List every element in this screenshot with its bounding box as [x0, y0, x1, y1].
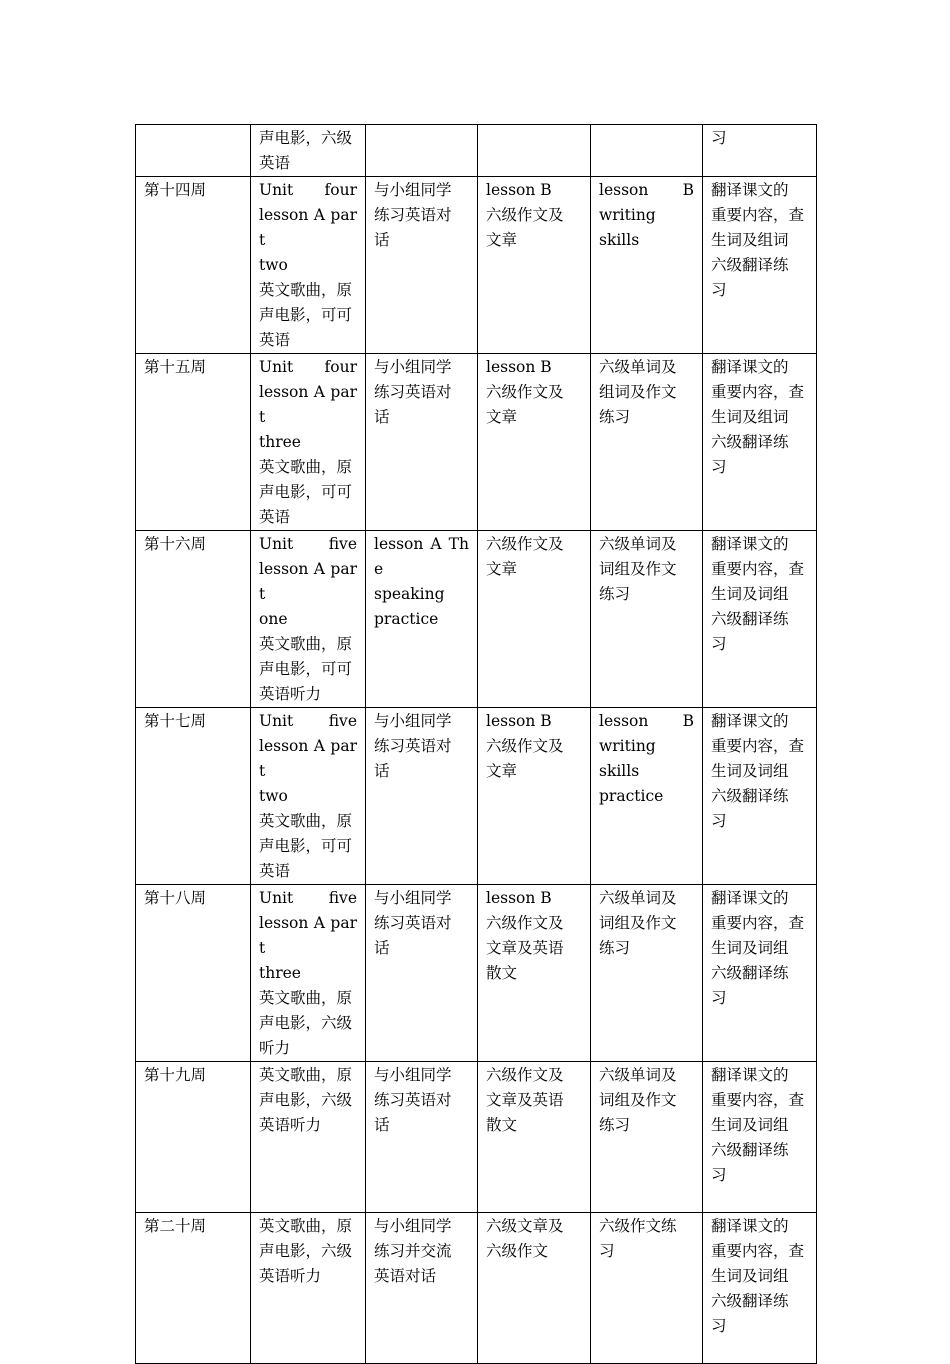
cell-line: 话	[374, 939, 390, 957]
lesson-cell	[478, 531, 591, 708]
cell-line	[259, 532, 357, 557]
activity-cell	[366, 1062, 478, 1213]
week-cell	[136, 708, 251, 885]
cell-line: 翻译课文的	[711, 358, 789, 376]
cell-line: 练习	[599, 939, 631, 957]
cell-line: 声电影，六级	[259, 1091, 353, 1109]
cell-line: 六级翻译练	[711, 433, 789, 451]
practice-cell	[591, 531, 703, 708]
cell-line: 英语对话	[374, 1267, 437, 1285]
cell-line: 练习并交流	[374, 1242, 452, 1260]
cell-line: 习	[711, 1166, 727, 1184]
cell-line: 六级作文及	[486, 1066, 564, 1084]
cell-word: five	[328, 535, 357, 553]
cell-line: lesson B	[486, 712, 552, 730]
table-row	[136, 177, 817, 354]
cell-line: three	[259, 433, 301, 451]
cell-line: 声电影，六级	[259, 1014, 353, 1032]
cell-word: B	[682, 712, 694, 730]
cell-line: 英语	[259, 862, 291, 880]
lesson-cell	[478, 177, 591, 354]
cell-line: 文章	[486, 408, 518, 426]
cell-line	[259, 178, 357, 203]
cell-line: 英文歌曲，原	[259, 812, 353, 830]
cell-line: 与小组同学	[374, 1066, 452, 1084]
cell-line: 六级作文及	[486, 737, 564, 755]
cell-line: lesson A part	[259, 560, 357, 603]
cell-word: lesson	[599, 181, 649, 199]
homework-cell	[703, 531, 817, 708]
cell-line: 重要内容，查	[711, 206, 805, 224]
week-label: 第十八周	[144, 889, 207, 907]
table-row	[136, 708, 817, 885]
cell-line: 重要内容，查	[711, 737, 805, 755]
lesson-cell	[478, 125, 591, 177]
content-cell	[251, 531, 366, 708]
cell-line: 词组及作文	[599, 914, 677, 932]
cell-line: 翻译课文的	[711, 889, 789, 907]
lesson-cell	[478, 354, 591, 531]
cell-line: 六级单词及	[599, 889, 677, 907]
cell-word: Unit	[259, 535, 294, 553]
cell-line: 文章	[486, 231, 518, 249]
cell-line: 话	[374, 1116, 390, 1134]
homework-cell	[703, 1062, 817, 1213]
activity-cell	[366, 885, 478, 1062]
cell-line: 生词及词组	[711, 585, 789, 603]
cell-line: 英文歌曲，原	[259, 635, 353, 653]
cell-line: 英语听力	[259, 1267, 322, 1285]
cell-line	[259, 355, 357, 380]
table-row	[136, 885, 817, 1062]
cell-line: practice	[374, 610, 439, 628]
cell-line: 话	[374, 762, 390, 780]
activity-cell	[366, 125, 478, 177]
week-cell	[136, 885, 251, 1062]
cell-line: 声电影，六级	[259, 129, 353, 147]
cell-line: 文章	[486, 762, 518, 780]
cell-line: 声电影，可可	[259, 837, 353, 855]
cell-word: four	[324, 358, 357, 376]
cell-line: lesson A The	[374, 535, 469, 578]
homework-cell	[703, 177, 817, 354]
cell-line: lesson B	[486, 889, 552, 907]
cell-line: 翻译课文的	[711, 181, 789, 199]
cell-line: writing	[599, 206, 656, 224]
cell-line: 习	[599, 1242, 615, 1260]
content-cell	[251, 1213, 366, 1364]
cell-line: 翻译课文的	[711, 535, 789, 553]
cell-line: 翻译课文的	[711, 1217, 789, 1235]
cell-line: 文章及英语	[486, 1091, 564, 1109]
week-label: 第十九周	[144, 1066, 207, 1084]
week-label: 第十五周	[144, 358, 207, 376]
cell-line: lesson A part	[259, 206, 357, 249]
content-cell	[251, 885, 366, 1062]
cell-line: two	[259, 787, 288, 805]
content-cell	[251, 354, 366, 531]
homework-cell	[703, 885, 817, 1062]
cell-line: 六级文章及	[486, 1217, 564, 1235]
content-cell	[251, 177, 366, 354]
cell-line: 与小组同学	[374, 889, 452, 907]
cell-line: 英语听力	[259, 685, 322, 703]
cell-line: 英文歌曲，原	[259, 458, 353, 476]
cell-line: 生词及词组	[711, 1267, 789, 1285]
cell-line: 六级作文及	[486, 535, 564, 553]
cell-line: three	[259, 964, 301, 982]
week-label: 第十六周	[144, 535, 207, 553]
cell-line: 生词及词组	[711, 1116, 789, 1134]
cell-line: 六级翻译练	[711, 964, 789, 982]
cell-line: 声电影，六级	[259, 1242, 353, 1260]
lesson-cell	[478, 1213, 591, 1364]
lesson-cell	[478, 708, 591, 885]
table-row	[136, 1213, 817, 1364]
cell-line: 英文歌曲，原	[259, 1066, 353, 1084]
homework-cell	[703, 708, 817, 885]
cell-line: 话	[374, 408, 390, 426]
homework-cell	[703, 354, 817, 531]
cell-line: 重要内容，查	[711, 1242, 805, 1260]
cell-line: skills	[599, 762, 640, 780]
cell-line: 练习	[599, 585, 631, 603]
cell-line: 练习英语对	[374, 383, 452, 401]
week-cell	[136, 125, 251, 177]
cell-line: 英语	[259, 331, 291, 349]
cell-line: 与小组同学	[374, 712, 452, 730]
cell-line: 重要内容，查	[711, 1091, 805, 1109]
cell-line: 生词及词组	[711, 762, 789, 780]
cell-line	[599, 178, 694, 203]
cell-line: 文章及英语	[486, 939, 564, 957]
cell-word: B	[682, 181, 694, 199]
cell-line: 英文歌曲，原	[259, 281, 353, 299]
cell-line: 练习	[599, 408, 631, 426]
cell-line: lesson A part	[259, 737, 357, 780]
cell-line: 六级单词及	[599, 1066, 677, 1084]
practice-cell	[591, 885, 703, 1062]
cell-line: 组词及作文	[599, 383, 677, 401]
cell-line: lesson A part	[259, 914, 357, 957]
cell-line: 英文歌曲，原	[259, 1217, 353, 1235]
cell-line: 六级翻译练	[711, 610, 789, 628]
schedule-body	[136, 125, 817, 1364]
cell-line	[259, 886, 357, 911]
cell-line: 习	[711, 1317, 727, 1335]
cell-line: 六级作文	[486, 1242, 549, 1260]
cell-word: lesson	[599, 712, 649, 730]
lesson-cell	[478, 885, 591, 1062]
cell-line: 生词及组词	[711, 231, 789, 249]
cell-line: writing	[599, 737, 656, 755]
homework-cell	[703, 125, 817, 177]
cell-line: 练习英语对	[374, 206, 452, 224]
cell-line: 练习英语对	[374, 737, 452, 755]
cell-line: 六级翻译练	[711, 787, 789, 805]
week-cell	[136, 531, 251, 708]
cell-line: 声电影，可可	[259, 483, 353, 501]
cell-line: 英语	[259, 508, 291, 526]
cell-word: Unit	[259, 181, 294, 199]
cell-line: 六级作文及	[486, 383, 564, 401]
cell-line: 六级翻译练	[711, 1292, 789, 1310]
week-label: 第十四周	[144, 181, 207, 199]
cell-line: 六级单词及	[599, 535, 677, 553]
cell-line: 生词及词组	[711, 939, 789, 957]
homework-cell	[703, 1213, 817, 1364]
weekly-schedule-table	[135, 124, 817, 1364]
cell-line: lesson B	[486, 358, 552, 376]
practice-cell	[591, 1213, 703, 1364]
cell-line: 与小组同学	[374, 181, 452, 199]
cell-line: speaking	[374, 585, 445, 603]
cell-line: 翻译课文的	[711, 712, 789, 730]
cell-line: lesson A part	[259, 383, 357, 426]
cell-line: 练习	[599, 1116, 631, 1134]
cell-line: 六级作文练	[599, 1217, 677, 1235]
week-label: 第十七周	[144, 712, 207, 730]
cell-line: 英文歌曲，原	[259, 989, 353, 1007]
content-cell	[251, 125, 366, 177]
cell-line: 声电影，可可	[259, 306, 353, 324]
cell-line: 英语听力	[259, 1116, 322, 1134]
cell-line: 练习英语对	[374, 914, 452, 932]
cell-line: 话	[374, 231, 390, 249]
activity-cell	[366, 1213, 478, 1364]
week-cell	[136, 1062, 251, 1213]
cell-line: 习	[711, 635, 727, 653]
cell-line: 练习英语对	[374, 1091, 452, 1109]
activity-cell	[366, 177, 478, 354]
practice-cell	[591, 177, 703, 354]
cell-line: 六级翻译练	[711, 256, 789, 274]
cell-line: 翻译课文的	[711, 1066, 789, 1084]
week-cell	[136, 354, 251, 531]
cell-line: 重要内容，查	[711, 914, 805, 932]
cell-line: 散文	[486, 964, 518, 982]
cell-line: 重要内容，查	[711, 560, 805, 578]
cell-word: Unit	[259, 358, 294, 376]
table-row	[136, 354, 817, 531]
cell-line: 六级作文及	[486, 914, 564, 932]
activity-cell	[366, 354, 478, 531]
cell-line: 重要内容，查	[711, 383, 805, 401]
cell-word: five	[328, 889, 357, 907]
lesson-cell	[478, 1062, 591, 1213]
table-row	[136, 531, 817, 708]
cell-line: 与小组同学	[374, 1217, 452, 1235]
content-cell	[251, 1062, 366, 1213]
cell-line: 习	[711, 989, 727, 1007]
cell-line: 英语	[259, 154, 291, 172]
cell-word: four	[324, 181, 357, 199]
cell-line: 六级单词及	[599, 358, 677, 376]
activity-cell	[366, 531, 478, 708]
cell-line: 词组及作文	[599, 1091, 677, 1109]
week-cell	[136, 1213, 251, 1364]
cell-line	[259, 709, 357, 734]
cell-line	[599, 709, 694, 734]
cell-line: 生词及组词	[711, 408, 789, 426]
cell-line: 六级作文及	[486, 206, 564, 224]
practice-cell	[591, 1062, 703, 1213]
cell-line: 听力	[259, 1039, 291, 1057]
table-row	[136, 1062, 817, 1213]
cell-line: 习	[711, 458, 727, 476]
cell-line: 散文	[486, 1116, 518, 1134]
practice-cell	[591, 354, 703, 531]
cell-line: 习	[711, 129, 727, 147]
cell-word: Unit	[259, 889, 294, 907]
cell-line: 习	[711, 281, 727, 299]
cell-word: five	[328, 712, 357, 730]
cell-line: 声电影，可可	[259, 660, 353, 678]
practice-cell	[591, 125, 703, 177]
cell-line: 与小组同学	[374, 358, 452, 376]
cell-line: skills	[599, 231, 640, 249]
cell-line: lesson B	[486, 181, 552, 199]
practice-cell	[591, 708, 703, 885]
week-label: 第二十周	[144, 1217, 207, 1235]
cell-line: one	[259, 610, 288, 628]
cell-line: 文章	[486, 560, 518, 578]
week-cell	[136, 177, 251, 354]
cell-line: two	[259, 256, 288, 274]
cell-line: 词组及作文	[599, 560, 677, 578]
cell-line: 习	[711, 812, 727, 830]
activity-cell	[366, 708, 478, 885]
cell-line: 六级翻译练	[711, 1141, 789, 1159]
content-cell	[251, 708, 366, 885]
cell-word: Unit	[259, 712, 294, 730]
table-row	[136, 125, 817, 177]
cell-line: practice	[599, 787, 664, 805]
